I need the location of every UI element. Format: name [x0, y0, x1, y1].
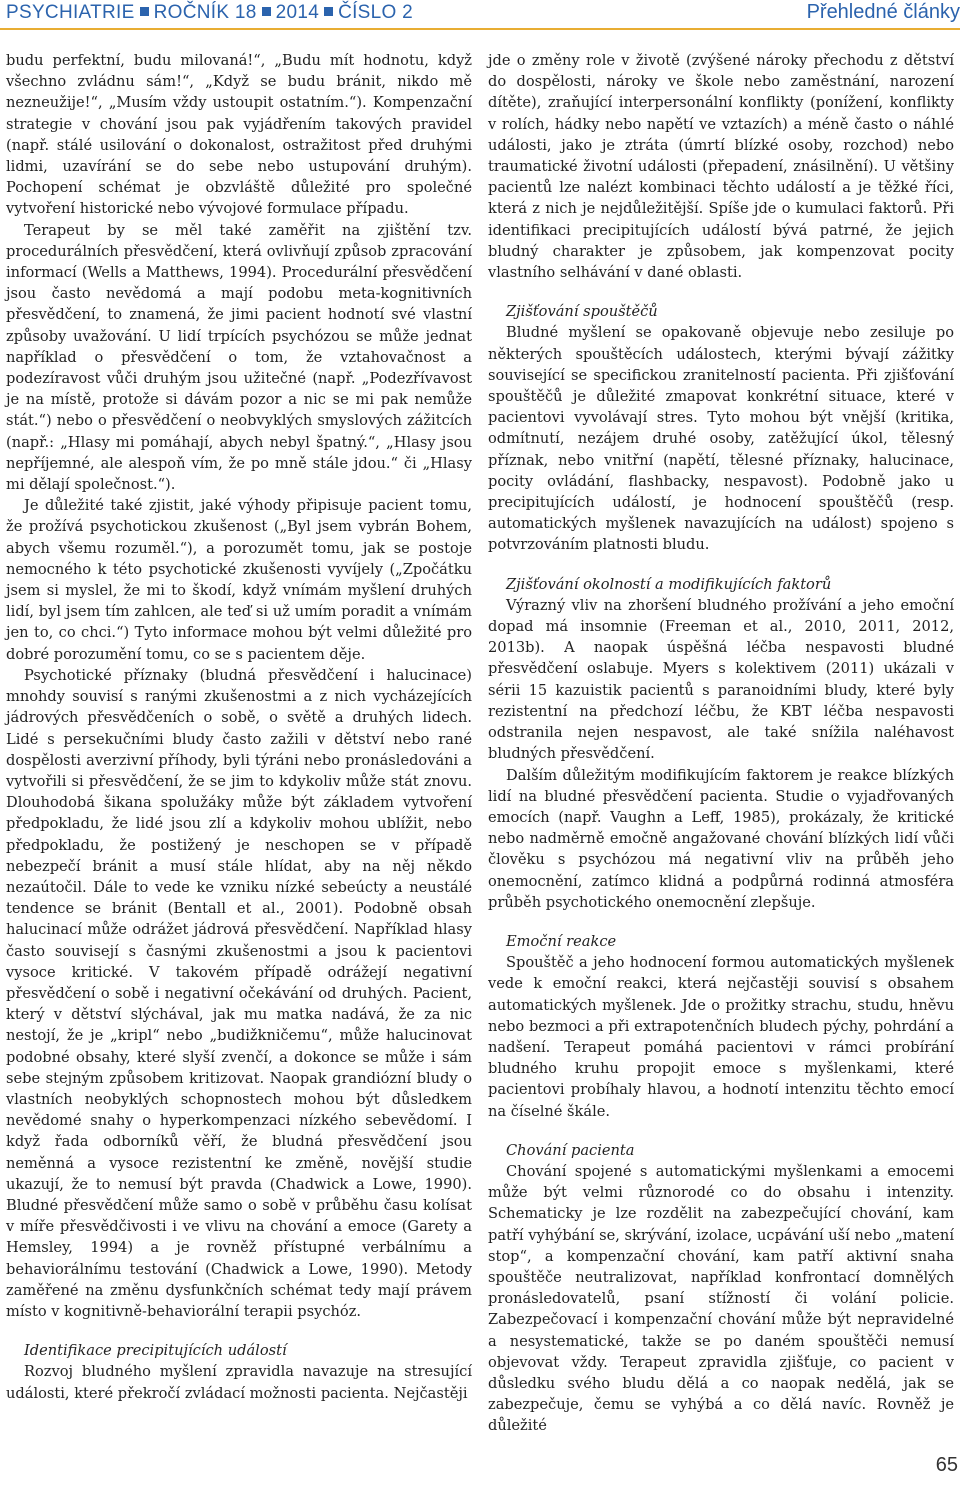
section-heading: Zjišťování spouštěčů	[506, 303, 658, 321]
body-paragraph: Psychotické příznaky (bludná přesvědčení i halucinace) mnohdy souvisí s ranými zkušenostmi a z nich vycházejících jádrových přesvědčeních o sobě, o světě a druhých lidech. Lidé s persekučními bludy často zažili v dětství nebo rané dospělosti averzivní příhody, byli týráni nebo pronásledováni a vytvořili si přesvědčení, že se jim to kdykoliv může stát znovu. Dlouhodobá šikana spolužáky může být základem vytvoření předpokladu, že lidé jsou zlí a kdykoliv mohou ublížit, nebo předpokladu, že postižený je neschopen se v případě nebezpečí bránit a musí stále hlídat, aby na něj někdo nezaútočil. Dále to vede ke vzniku nízké sebeúcty a neustálé tendence se bránit (Bentall et al., 2001). Podobně obsah halucinací může odrážet jádrová přesvědčení. Například hlasy často souvisejí s časnými zkušenostmi a jsou k pacientovi vysoce kritické. V takovém případě odrážejí negativní přesvědčení o sobě i negativní očekávání od druhých. Pacient, který v dětství slýchával, jak mu matka nadává, že za nic nestojí, že je „kripl“ nebo „budižkničemu“, může halucinovat podobné obsahy, které slyší zvenčí, a dokonce se může i sám sebe stejným způsobem kritizovat. Naopak grandiózní bludy o vlastních neobyklých schopnostech mohou být důsledkem nevědomé snahy o hyperkompenzaci nízkého sebevědomí. I když řada odborníků věří, že bludná přesvědčení jsou neměnná a vysoce rezistentní ke změně, novější studie ukazují, že to nemusí být pravda (Chadwick a Lowe, 1990). Bludné přesvědčení může samo o sobě v průběhu času kolísat v míře přesvědčivosti i ve vlivu na chování a emoce (Garety a Hemsley, 1994) a je rovněž přístupné verbálnímu a behaviorálnímu testování (Chadwick a Lowe, 1990). Metody zaměřené na změnu dysfunkčních schémat tedy mají právem místo v kognitivně-behaviorální terapii psychóz.	[6, 666, 472, 1320]
body-paragraph: Rozvoj bludného myšlení zpravidla navazuje na stresující události, které překročí zvládací možnosti pacienta. Nejčastěji	[6, 1363, 472, 1402]
body-paragraph: Spouštěč a jeho hodnocení formou automatických myšlenek vede k emoční reakci, která nejčastěji souvisí s obsahem automatických myšlenek. Jde o prožitky strachu, studu, hněvu nebo bezmoci a při extrapotenčních bludech pýchy, pohrdání a nadšení. Terapeut pomáhá pacientovi v rámci probírání bludného kruhu propojit emoce s myšlenkami, které pacientovi probíhaly hlavou, a hodnotí intenzitu těchto emocí na číselné škále.	[488, 954, 954, 1120]
section-heading: Identifikace precipitujících událostí	[24, 1342, 287, 1360]
square-bullet-icon	[140, 7, 149, 16]
body-paragraph: Chování spojené s automatickými myšlenkami a emocemi může být velmi různorodé co do obsahu i intenzity. Schematicky je lze rozdělit na zabezpečující chování, kam patří vyhýbání se, skrývání, izolace, ucpávání uší nebo „matení stop“, a kompenzační chování, kam patří aktivní snaha spouštěče neutralizovat, například konfrontací domnělých pronásledovatelů, psaní stížností či volání policie. Zabezpečovací i kompenzační chování může být nepravidelné a nesystematické, takže se po daném spouštěči nemusí objevovat vždy. Terapeut zpravidla zjišťuje, co pacient v důsledku svého bludu dělá a co naopak nedělá, jak se zabezpečuje, čemu se vyhýbá a co dělá navíc. Rovněž je důležité	[488, 1162, 954, 1435]
square-bullet-icon	[324, 7, 333, 16]
journal-title	[6, 2, 413, 24]
body-paragraph: jde o změny role v životě (zvýšené nároky přechodu z dětství do dospělosti, nároky ve škole nebo zaměstnání, narození dítěte), zraňující interpersonální konflikty (ponížení, konflikty v rolích, hádky nebo napětí ve vztazích) a méně často o náhlé události, jako je ztráta (úmrtí blízké osoby, rozchod) nebo traumatické životní události (přepadení, znásilnění). U většiny pacientů lze nalézt kombinaci těchto událostí a je těžké říci, která z nich je nejdůležitější. Spíše jde o kumulaci faktorů. Při identifikaci precipitujících událostí bývá patrné, že jejich bludný charakter je způsobem, jak kompenzovat pocity vlastního selhávání v dané oblasti.	[488, 52, 954, 282]
body-paragraph: budu perfektní, budu milovaná!“, „Budu mít hodnotu, když všechno zvládnu sám!“, „Když se budu bránit, nikdo mě nezneužije!“, „Musím vždy ustoupit ostatním.“). Kompenzační strategie v chování jsou pak vyjádřením takových pravidel (např. stálé usilování o dokonalost, ostražitost před druhými lidmi, uzavírání se do sebe nebo ustupování druhým). Pochopení schémat je obzvláště důležité pro společné vytvoření historické nebo vývojové formulace případu.	[6, 52, 472, 218]
body-paragraph: Bludné myšlení se opakovaně objevuje nebo zesiluje po některých spouštěcích událostech, kterými bývají zážitky související se specifickou zranitelností pacienta. Při zjišťování spouštěčů je důležité zmapovat konkrétní situace, které v pacientovi vyvolávají stres. Tyto mohou být vnější (kritika, odmítnutí, nezájem druhé osoby, zatěžující úkol, tělesný příznak, nebo vnitřní (napětí, tělesné příznaky, halucinace, pocity ovládání, flashbacky, nespavost). Podobně jako u precipitujících událostí, je hodnocení spouštěčů (resp. automatických myšlenek navazujících na událost) spojeno s potvrzováním platnosti bludu.	[488, 324, 954, 554]
journal-volume: ROČNÍK 18	[153, 2, 257, 23]
body-paragraph: Terapeut by se měl také zaměřit na zjištění tzv. procedurálních přesvědčení, která ovlivňují způsob zpracování informací (Wells a Matthews, 1994). Procedurální přesvědčení jsou často nevědomá a mají podobu meta-kognitivních přesvědčení, to znamená, že jimi pacient hodnotí své vlastní způsoby uvažování. U lidí trpících psychózou se může jednat například o přesvědčení o tom, že vztahovačnost a podezíravost vůči druhým jsou užitečné (např. „Podezřívavost je na místě, protože si dávám pozor a nic se mi pak nemůže stát.“) nebo o přesvědčení o neobvyklých smyslových zážitcích (např.: „Hlasy mi pomáhají, abych nebyl špatný.“, „Hlasy jsou nepříjemné, ale alespoň vím, že po mně stále jdou.“ či „Hlasy mi dělají společnost.“).	[6, 221, 472, 494]
running-header	[0, 0, 960, 30]
left-column	[6, 50, 472, 1404]
section-heading: Chování pacienta	[506, 1141, 635, 1159]
section-heading: Emoční reakce	[506, 932, 617, 950]
journal-name: PSYCHIATRIE	[6, 2, 135, 23]
journal-year: 2014	[275, 2, 320, 23]
page-number: 65	[935, 1454, 958, 1476]
section-heading: Zjišťování okolností a modifikujících faktorů	[506, 575, 832, 593]
section-title: Přehledné články	[806, 1, 960, 23]
body-paragraph: Výrazný vliv na zhoršení bludného prožívání a jeho emoční dopad má insomnie (Freeman et al., 2010, 2011, 2012, 2013b). A naopak úspěšná léčba nespavosti bludné přesvědčení oslabuje. Myers s kolektivem (2011) ukázali v sérii 15 kazuistik pacientů s paranoidními bludy, které byly rezistentní na předchozí léčbu, že KBT léčba nespavosti odstranila nejen nespavost, ale také snížila naléhavost bludných přesvědčení.	[488, 596, 954, 763]
square-bullet-icon	[262, 7, 271, 16]
right-column	[488, 50, 954, 1437]
body-paragraph: Je důležité také zjistit, jaké výhody připisuje pacient tomu, že prožívá psychotickou zkušenost („Byl jsem vybrán Bohem, abych všemu rozuměl.“), a porozumět tomu, jak se postoje nemocného k této psychotické zkušenosti vyvíjely („Zpočátku jsem si myslel, že mi to škodí, když vnímám myšlení druhých lidí, byl jsem tím zahlcen, ale teď si už umím poradit a vnímám jen to, co chci.“) Tyto informace mohou být velmi důležité pro dobré porozumění tomu, co se s pacientem děje.	[6, 497, 472, 663]
journal-issue: ČÍSLO 2	[338, 2, 414, 23]
body-paragraph: Dalším důležitým modifikujícím faktorem je reakce blízkých lidí na bludné přesvědčení pacienta. Studie o vyjadřovaných emocích (např. Vaughn a Leff, 1985), prokázaly, že kritické nebo nadměrně emočně angažované chování blízkých lidí vůči člověku s psychózou má negativní vliv na průběh jeho onemocnění, zatímco klidná a podpůrná rodinná atmosféra průběh psychotického onemocnění zlepšuje.	[488, 766, 954, 911]
